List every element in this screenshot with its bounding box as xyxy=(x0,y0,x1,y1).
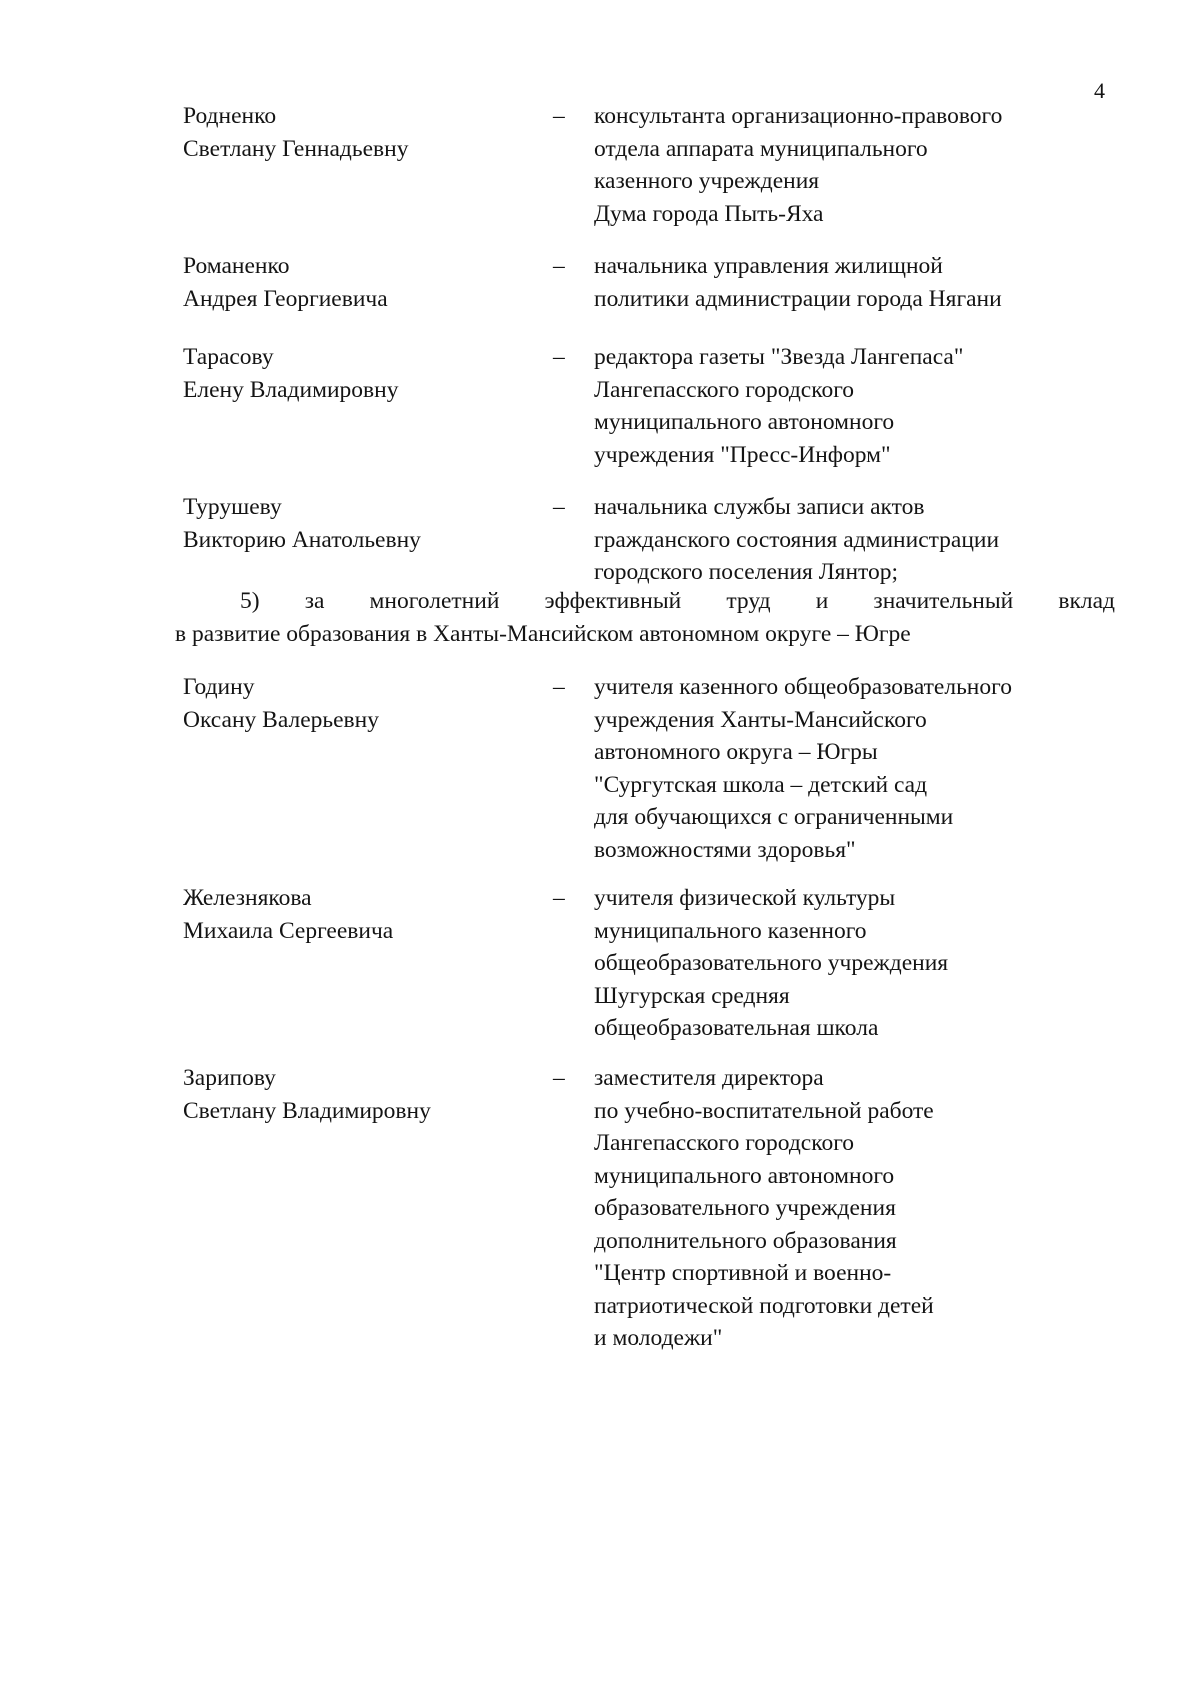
dash-separator: – xyxy=(553,1065,565,1091)
position-line: общеобразовательная школа xyxy=(594,1015,879,1041)
person-name xyxy=(183,1062,553,1127)
person-name xyxy=(183,491,553,556)
person-position xyxy=(594,671,1114,866)
position-line: муниципального автономного xyxy=(594,1162,895,1189)
position-line: заместителя директора xyxy=(594,1065,824,1091)
person-surname: Романенко xyxy=(183,253,290,279)
person-surname: Годину xyxy=(183,674,255,700)
person-given-names: Михаила Сергеевича xyxy=(183,917,394,944)
position-line: гражданского состояния администрации xyxy=(594,526,1000,553)
position-line: общеобразовательного учреждения xyxy=(594,950,949,976)
position-line: Шугурская средняя xyxy=(594,982,790,1009)
position-line: Лангепасского городского xyxy=(594,1130,855,1156)
position-line: дополнительного образования xyxy=(594,1227,897,1254)
person-given-names: Светлану Владимировну xyxy=(183,1097,431,1124)
position-line: и молодежи" xyxy=(594,1325,723,1351)
section-five-paragraph xyxy=(175,585,1115,650)
position-line: учителя физической культуры xyxy=(594,885,896,911)
dash-separator: – xyxy=(553,494,565,520)
dash-separator: – xyxy=(553,885,565,911)
position-line: муниципального автономного xyxy=(594,409,895,435)
position-line: Лангепасского городского xyxy=(594,376,855,403)
person-position xyxy=(594,250,1114,315)
person-given-names: Светлану Геннадьевну xyxy=(183,135,409,162)
position-line: городского поселения Лянтор; xyxy=(594,559,899,585)
position-line: возможностями здоровья" xyxy=(594,836,856,863)
dash-separator: – xyxy=(553,674,565,700)
person-surname: Родненко xyxy=(183,103,277,129)
position-line: учреждения Ханты-Мансийского xyxy=(594,706,927,733)
position-line: начальника службы записи актов xyxy=(594,494,925,520)
person-given-names: Викторию Анатольевну xyxy=(183,526,421,553)
person-position xyxy=(594,1062,1114,1355)
position-line: "Центр спортивной и военно- xyxy=(594,1260,892,1286)
page-number: 4 xyxy=(1094,78,1105,103)
person-name xyxy=(183,882,553,947)
person-surname: Железнякова xyxy=(183,885,312,911)
position-line: Дума города Пыть-Яха xyxy=(594,200,824,227)
position-line: учреждения "Пресс-Информ" xyxy=(594,441,891,468)
person-position xyxy=(594,491,1114,589)
dash-separator: – xyxy=(553,253,565,279)
position-line: отдела аппарата муниципального xyxy=(594,135,928,162)
position-line: патриотической подготовки детей xyxy=(594,1292,934,1319)
position-line: автономного округа – Югры xyxy=(594,739,878,765)
person-position xyxy=(594,100,1114,230)
person-name xyxy=(183,250,553,315)
person-name xyxy=(183,341,553,406)
person-name xyxy=(183,671,553,736)
person-surname: Зарипову xyxy=(183,1065,276,1091)
position-line: начальника управления жилищной xyxy=(594,253,943,279)
person-position xyxy=(594,882,1114,1045)
position-line: по учебно-воспитательной работе xyxy=(594,1097,934,1124)
position-line: политики администрации города Нягани xyxy=(594,285,1002,312)
dash-separator: – xyxy=(553,103,565,129)
section-five-line-2: в развитие образования в Ханты-Мансийском автономном округе – Югре xyxy=(175,620,911,647)
position-line: образовательного учреждения xyxy=(594,1195,896,1221)
position-line: "Сургутская школа – детский сад xyxy=(594,771,928,798)
person-name xyxy=(183,100,553,165)
person-given-names: Андрея Георгиевича xyxy=(183,285,388,312)
position-line: муниципального казенного xyxy=(594,917,867,944)
section-five-line-1: 5) за многолетний эффективный труд и значительный вклад xyxy=(240,588,1115,614)
position-line: учителя казенного общеобразовательного xyxy=(594,674,1012,700)
person-surname: Турушеву xyxy=(183,494,282,520)
position-line: казенного учреждения xyxy=(594,168,820,194)
dash-separator: – xyxy=(553,344,565,370)
position-line: консультанта организационно-правового xyxy=(594,103,1003,129)
position-line: редактора газеты "Звезда Лангепаса" xyxy=(594,344,964,370)
position-line: для обучающихся с ограниченными xyxy=(594,804,954,830)
person-surname: Тарасову xyxy=(183,344,274,370)
person-position xyxy=(594,341,1114,471)
person-given-names: Оксану Валерьевну xyxy=(183,706,379,733)
person-given-names: Елену Владимировну xyxy=(183,376,399,403)
